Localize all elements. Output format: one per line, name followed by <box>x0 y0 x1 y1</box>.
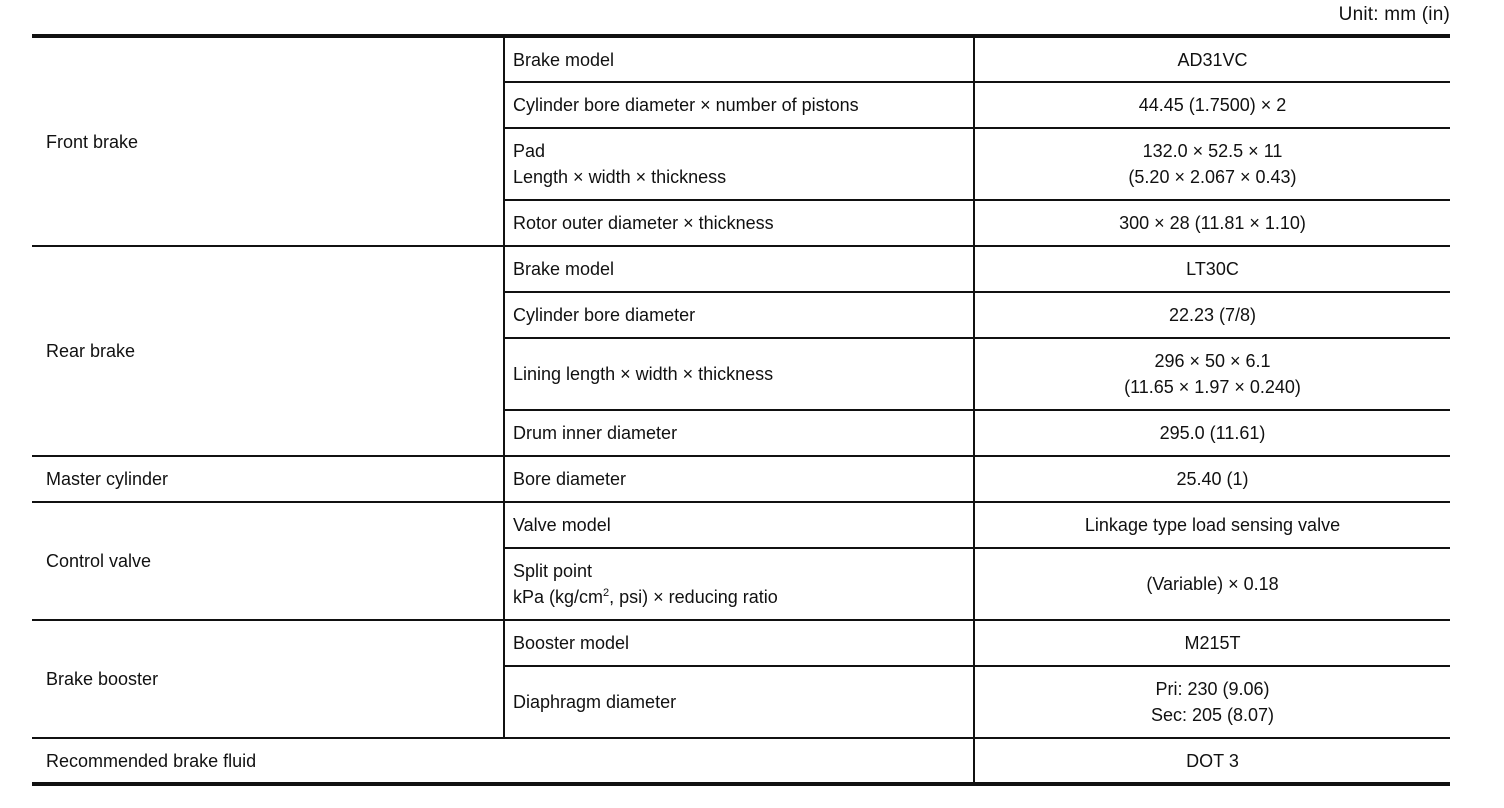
item-value <box>974 666 1450 738</box>
item-label: Booster model <box>504 620 974 666</box>
item-value: 25.40 (1) <box>974 456 1450 502</box>
item-label: Cylinder bore diameter <box>504 292 974 338</box>
group-front-brake: Front brake <box>32 36 504 246</box>
item-label-line <box>513 584 965 610</box>
item-label-text: kPa (kg/cm <box>513 587 604 607</box>
table-row <box>32 620 1450 666</box>
item-label <box>504 548 974 620</box>
item-value-line: (11.65 × 1.97 × 0.240) <box>1124 377 1301 397</box>
group-control-valve: Control valve <box>32 502 504 620</box>
item-label: Drum inner diameter <box>504 410 974 456</box>
item-value: Linkage type load sensing valve <box>974 502 1450 548</box>
brake-spec-table <box>32 34 1450 786</box>
table-row <box>32 738 1450 784</box>
item-value: AD31VC <box>974 36 1450 82</box>
item-value-line: (5.20 × 2.067 × 0.43) <box>1128 167 1297 187</box>
item-label: Brake model <box>504 36 974 82</box>
item-label-line: Length × width × thickness <box>513 167 727 187</box>
item-value-line: Sec: 205 (8.07) <box>1150 705 1275 725</box>
item-label: Valve model <box>504 502 974 548</box>
unit-label: Unit: mm (in) <box>1338 4 1450 25</box>
item-value: 44.45 (1.7500) × 2 <box>974 82 1450 128</box>
item-label: Cylinder bore diameter × number of pistons <box>504 82 974 128</box>
table-row <box>32 36 1450 82</box>
item-label: Brake model <box>504 246 974 292</box>
item-label-text: , psi) × reducing ratio <box>609 587 778 607</box>
group-recommended-brake-fluid: Recommended brake fluid <box>32 738 974 784</box>
table-row <box>32 246 1450 292</box>
table-row <box>32 502 1450 548</box>
item-value: 300 × 28 (11.81 × 1.10) <box>974 200 1450 246</box>
item-value: 22.23 (7/8) <box>974 292 1450 338</box>
item-value <box>974 338 1450 410</box>
item-value-line: 296 × 50 × 6.1 <box>1154 351 1271 371</box>
superscript: 2 <box>603 587 610 599</box>
item-label: Rotor outer diameter × thickness <box>504 200 974 246</box>
item-label <box>504 128 974 200</box>
item-value: DOT 3 <box>974 738 1450 784</box>
item-value: M215T <box>974 620 1450 666</box>
item-value-line: 132.0 × 52.5 × 11 <box>1142 141 1283 161</box>
group-brake-booster: Brake booster <box>32 620 504 738</box>
item-value: LT30C <box>974 246 1450 292</box>
group-master-cylinder: Master cylinder <box>32 456 504 502</box>
item-label-line: Split point <box>513 561 593 581</box>
group-rear-brake: Rear brake <box>32 246 504 456</box>
item-label-line: Pad <box>513 141 546 161</box>
item-label: Diaphragm diameter <box>504 666 974 738</box>
item-value: 295.0 (11.61) <box>974 410 1450 456</box>
item-value <box>974 128 1450 200</box>
table-row <box>32 456 1450 502</box>
item-label: Bore diameter <box>504 456 974 502</box>
item-label: Lining length × width × thickness <box>504 338 974 410</box>
item-value: (Variable) × 0.18 <box>974 548 1450 620</box>
item-value-line: Pri: 230 (9.06) <box>1155 679 1270 699</box>
